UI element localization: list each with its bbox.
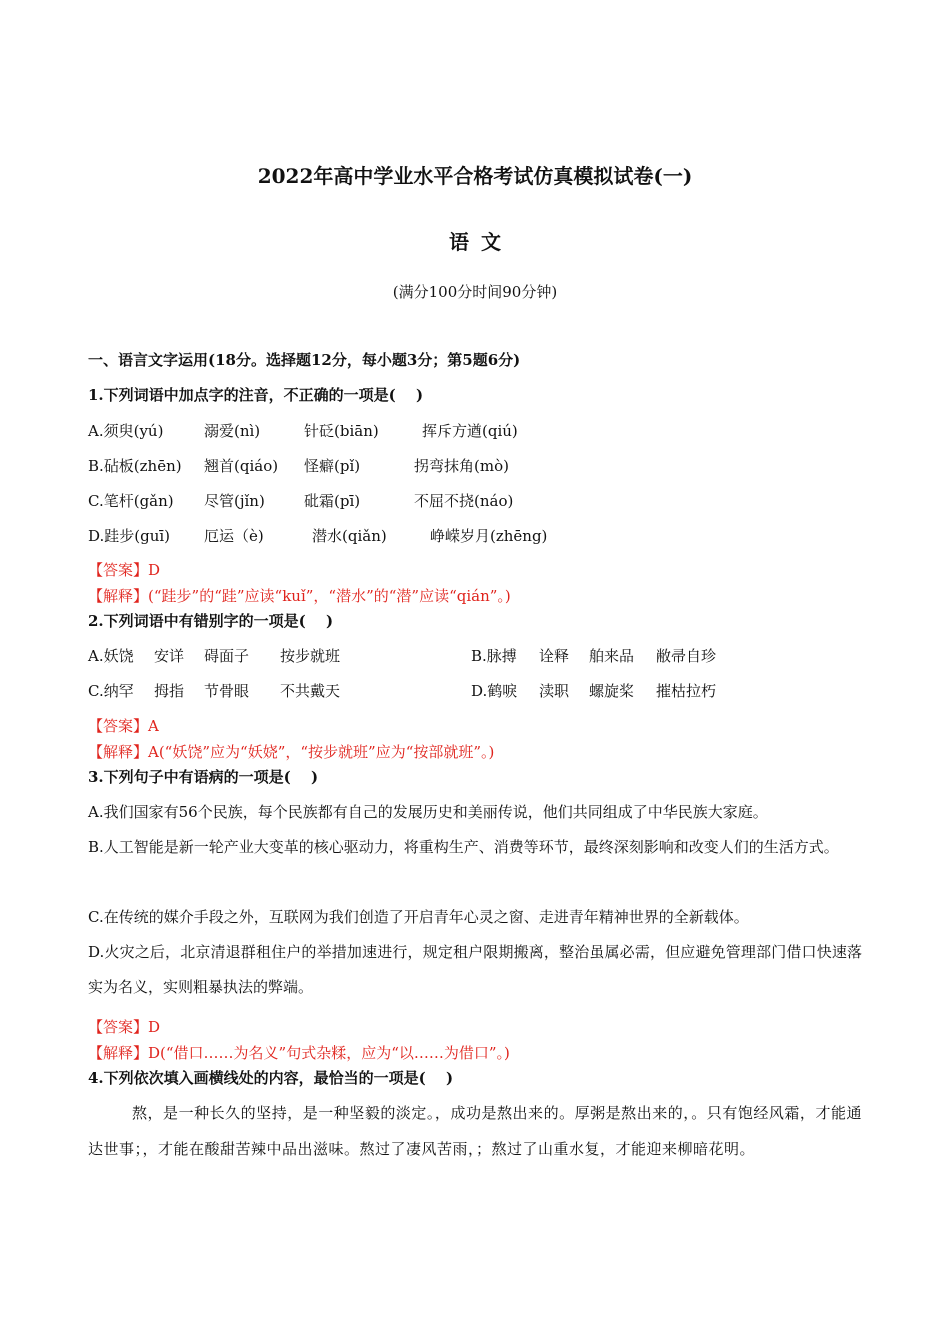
q1-a-3: 针砭(biān)	[304, 422, 379, 440]
q2-b-3: 舶来品	[589, 647, 635, 665]
subject-title: 语文	[449, 230, 513, 254]
q1-c-1: C.笔杆(gǎn)	[88, 492, 174, 510]
q1-b-4: 拐弯抹角(mò)	[414, 457, 509, 475]
exam-title: 2022年高中学业水平合格考试仿真模拟试卷(一)	[257, 164, 693, 188]
section-heading: 一、语言文字运用(18分。选择题12分，每小题3分；第5题6分)	[88, 351, 521, 369]
q2-b-2: 诠释	[539, 647, 570, 665]
q2-d-1: D.鹤唳	[471, 682, 518, 700]
q1-c-3: 砒霜(pī)	[304, 492, 361, 510]
q2-d-4: 摧枯拉朽	[656, 682, 717, 700]
score-info: (满分100分时间90分钟)	[392, 283, 558, 301]
q2-c-3: 节骨眼	[204, 682, 250, 700]
q3-option-c: C.在传统的媒介手段之外，互联网为我们创造了开启青年心灵之窗、走进青年精神世界的全新载体。	[88, 908, 749, 926]
q4-stem: 4.下列依次填入画横线处的内容，最恰当的一项是( )	[88, 1069, 454, 1087]
q1-d-3: 潜水(qiǎn)	[312, 527, 387, 545]
q1-c-2: 尽管(jǐn)	[204, 492, 265, 510]
q2-c-4: 不共戴天	[280, 682, 341, 700]
q2-explanation: 【解释】A(“妖饶”应为“妖娆”，“按步就班”应为“按部就班”。)	[88, 743, 495, 761]
q1-d-1: D.跬步(guī)	[88, 527, 171, 545]
q1-b-3: 怪癖(pǐ)	[304, 457, 361, 475]
q2-a-4: 按步就班	[280, 647, 341, 665]
q2-stem: 2.下列词语中有错别字的一项是( )	[88, 612, 334, 630]
q3-answer: 【答案】D	[88, 1018, 161, 1036]
q1-d-2: 厄运（è)	[204, 527, 264, 545]
q2-c-2: 拇指	[154, 682, 185, 700]
q2-d-3: 螺旋桨	[589, 682, 635, 700]
q4-passage: 熬，是一种长久的坚持，是一种坚毅的淡定。，成功是熬出来的。厚粥是熬出来的，。只有饱经风霜，才能通达世事；，才能在酸甜苦辣中品出滋味。熬过了凄风苦雨，；熬过了山重水复，才能迎来柳暗花明。	[88, 1104, 862, 1158]
q1-a-1: A.须臾(yú)	[88, 422, 164, 440]
q3-option-a: A.我们国家有56个民族，每个民族都有自己的发展历史和美丽传说，他们共同组成了中华民族大家庭。	[88, 803, 768, 821]
q1-a-2: 溺爱(nì)	[204, 422, 261, 440]
q3-stem: 3.下列句子中有语病的一项是( )	[88, 768, 319, 786]
q1-c-4: 不屈不挠(náo)	[414, 492, 514, 510]
q2-answer: 【答案】A	[88, 717, 159, 735]
q1-b-1: B.砧板(zhēn)	[88, 457, 182, 475]
q2-a-3: 碍面子	[204, 647, 250, 665]
q3-option-d: D.火灾之后，北京清退群租住户的举措加速进行，规定租户限期搬离，整治虽属必需，但应避免管理部门借口快速落实为名义，实则粗暴执法的弊端。	[88, 943, 862, 996]
q1-b-2: 翘首(qiáo)	[204, 457, 279, 475]
q2-d-2: 渎职	[539, 682, 570, 700]
q2-c-1: C.纳罕	[88, 682, 134, 700]
q1-a-4: 挥斥方遒(qiú)	[422, 422, 518, 440]
q3-option-b: B.人工智能是新一轮产业大变革的核心驱动力，将重构生产、消费等环节，最终深刻影响和改变人们的生活方式。	[88, 838, 839, 856]
q2-a-2: 安详	[154, 647, 185, 665]
q1-d-4: 峥嵘岁月(zhēng)	[430, 527, 548, 545]
q2-b-1: B.脉搏	[471, 647, 517, 665]
q2-b-4: 敝帚自珍	[656, 647, 717, 665]
q1-stem: 1.下列词语中加点字的注音，不正确的一项是( )	[88, 386, 424, 404]
q3-explanation: 【解释】D(“借口……为名义”句式杂糅，应为“以……为借口”。)	[88, 1044, 510, 1062]
q2-a-1: A.妖饶	[88, 647, 134, 665]
q1-answer: 【答案】D	[88, 561, 161, 579]
q1-explanation: 【解释】(“跬步”的“跬”应读“kuǐ”，“潜水”的“潜”应读“qián”。)	[88, 587, 511, 605]
